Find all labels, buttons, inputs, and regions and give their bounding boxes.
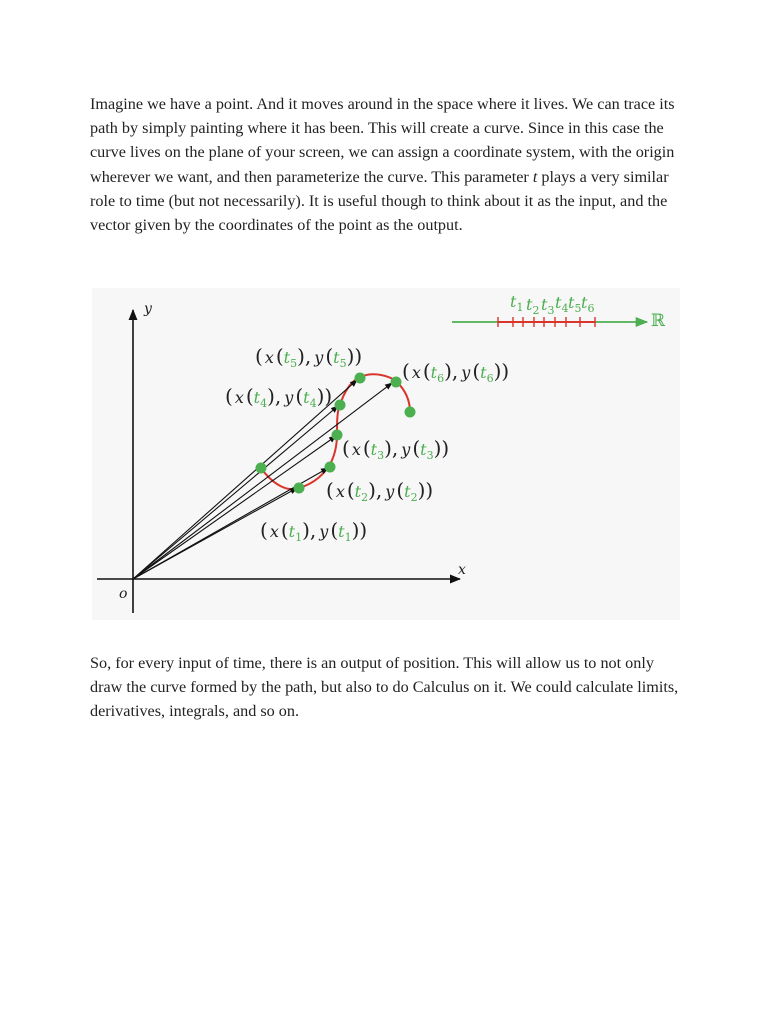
conclusion-paragraph: So, for every input of time, there is an output of position. This will allow us to not only draw the curve formed by the path, but also to do Calculus on it. We could calculate limits, derivatives, integrals, and so on. [90, 654, 679, 721]
intro-text-b: plays a very similar role to time (but not necessarily). It is useful though to think about it as the input, and the vector given by the coordinates of the point as the output. [90, 167, 669, 235]
curve-point-4 [335, 400, 346, 411]
point-label-6: ( x $(t_6)$, y $(t_6)$) [402, 359, 510, 385]
point-label-5: ( x $(t_5)$, y $(t_5)$) [255, 344, 363, 370]
intro-text-a: Imagine we have a point. And it moves around in the space where it lives. We can trace its path by simply painting where it has been. This will create a curve. Since in this case the curve lives on the plane of your screen, we can assign a coordinate system, with the origin wherever we want, and then parameterize the curve. This parameter [90, 95, 675, 186]
point-label-1: ( x $(t_1)$, y $(t_1)$) [260, 518, 368, 544]
point-label-4: ( x $(t_4)$, y $(t_4)$) [225, 384, 333, 410]
curve-point-5 [355, 373, 366, 384]
x-axis-label: x [458, 562, 466, 578]
real-numbers-symbol: ℝ [651, 311, 666, 331]
param-t: t [532, 167, 538, 186]
time-labels [510, 292, 594, 317]
time-label-3: $t_3$ [541, 295, 555, 317]
point-label-2: ( x $(t_2)$, y $(t_2)$) [326, 478, 434, 504]
intro-paragraph [90, 92, 680, 237]
y-axis-label: y [144, 301, 152, 317]
curve-point [256, 463, 267, 474]
parametric-curve-figure [92, 288, 680, 620]
origin-label: o [119, 586, 128, 602]
curve-point-1 [294, 483, 305, 494]
time-label-5: $t_5$ [568, 293, 582, 315]
curve-point-end [405, 407, 416, 418]
curve-point-6 [391, 377, 402, 388]
time-label-6: $t_6$ [581, 293, 595, 315]
curve-point-3 [332, 430, 343, 441]
time-label-1: $t_1$ [510, 292, 524, 314]
time-label-2: $t_2$ [526, 295, 540, 317]
time-label-4: $t_4$ [555, 293, 569, 315]
point-label-3: ( x $(t_3)$, y $(t_3)$) [342, 436, 450, 462]
curve-point-2 [325, 462, 336, 473]
